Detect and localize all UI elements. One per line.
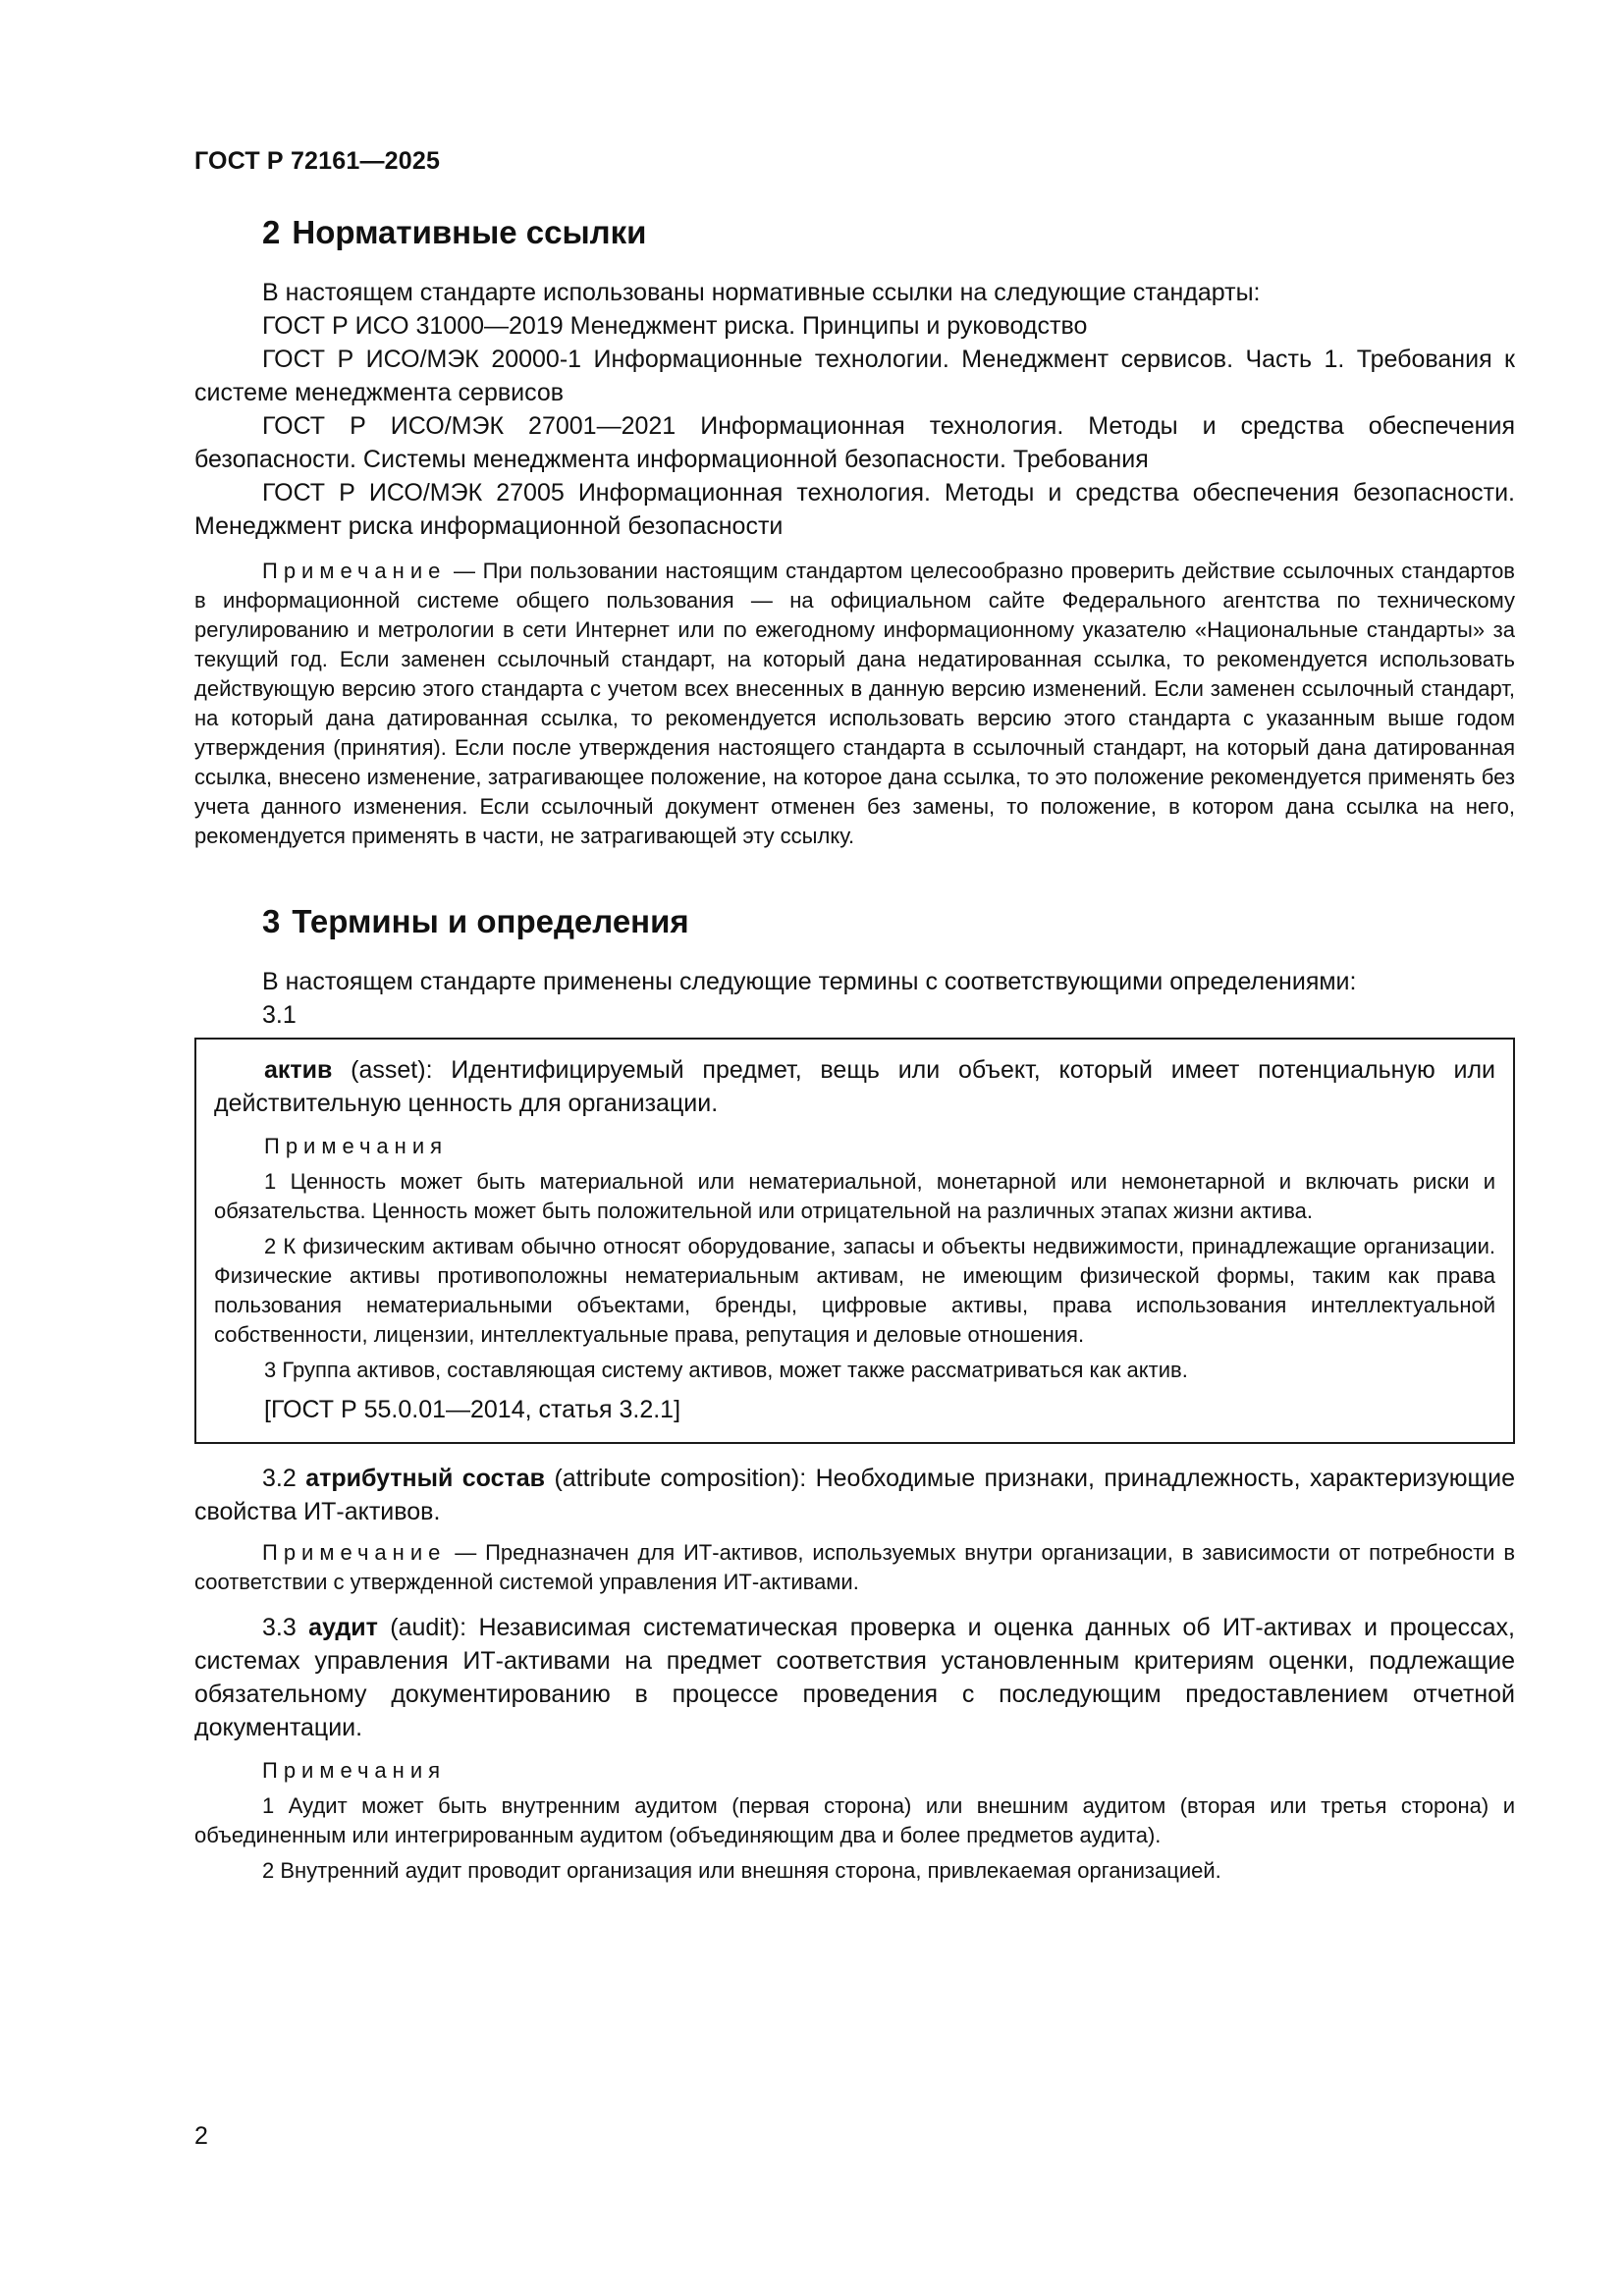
note-label: Примечание [262,1540,447,1565]
document-body [194,211,1515,1886]
document-code-header: ГОСТ Р 72161—2025 [194,147,441,175]
section-title: Нормативные ссылки [292,214,647,250]
term-3-2-note [194,1538,1515,1597]
section-title: Термины и определения [292,903,689,939]
term-number: 3.2 [262,1465,297,1492]
section-2-note [194,557,1515,851]
note-text: — При пользовании настоящим стандартом целесообразно проверить действие ссылочных стандартов в информационной системе общего пользования — на официальном сайте Федерального агентства по техническому регулированию и метрологии в сети Интернет или по ежегодному информационному указателю «Национальные стандарты» за текущий год. Если заменен ссылочный стандарт, на который дана недатированная ссылка, то рекомендуется использовать действующую версию этого стандарта с учетом всех внесенных в данную версию изменений. Если заменен ссылочный стандарт, на который дана датированная ссылка, то рекомендуется использовать версию этого стандарта с указанным выше годом утверждения (принятия). Если после утверждения настоящего стандарта в ссылочный стандарт, на который дана датированная ссылка, внесено изменение, затрагивающее положение, на которое дана ссылка, то это положение рекомендуется применять без учета данного изменения. Если ссылочный документ отменен без замены, то положение, в котором дана ссылка на него, рекомендуется применять в части, не затрагивающей эту ссылку. [194,559,1515,848]
term-definition [214,1053,1495,1120]
term-name: атрибутный состав [305,1465,546,1492]
term-note: 2 К физическим активам обычно относят оборудование, запасы и объекты недвижимости, принадлежащие организации. Физические активы противоположны нематериальным активам, не имеющим физической формы, таким как права пользования нематериальными объектами, бренды, цифровые активы, права использования интеллектуальной собственности, лицензии, интеллектуальные права, репутация и деловые отношения. [214,1234,1495,1347]
term-note: 3 Группа активов, составляющая систему активов, может также рассматриваться как актив. [264,1358,1188,1382]
term-number: 3.3 [262,1614,297,1641]
term-3-1-box [194,1038,1515,1444]
note-label: Примечание [262,559,447,583]
page-number: 2 [194,2122,208,2150]
section-2-intro: В настоящем стандарте использованы нормативные ссылки на следующие стандарты: [262,279,1261,306]
term-note: 1 Ценность может быть материальной или нематериальной, монетарной или немонетарной и включать риски и обязательства. Ценность может быть положительной или отрицательной на различных этапах жизни актива. [214,1169,1495,1223]
term-number: 3.1 [262,1001,297,1029]
term-note: 1 Аудит может быть внутренним аудитом (первая сторона) или внешним аудитом (вторая или третья сторона) и объединенным или интегрированным аудитом (объединяющим два и более предметов аудита). [194,1793,1515,1847]
section-3-heading [194,900,1515,943]
normative-reference: ГОСТ Р ИСО/МЭК 20000-1 Информационные технологии. Менеджмент сервисов. Часть 1. Требования к системе менеджмента сервисов [194,346,1515,406]
section-2-heading [194,211,1515,254]
notes-label: Примечания [264,1134,449,1158]
term-definition-text: (asset): Идентифицируемый предмет, вещь или объект, который имеет потенциальную или действительную ценность для организации. [214,1056,1495,1117]
term-name: актив [264,1056,333,1084]
term-citation: [ГОСТ Р 55.0.01—2014, статья 3.2.1] [264,1396,681,1423]
normative-reference: ГОСТ Р ИСО/МЭК 27001—2021 Информационная технология. Методы и средства обеспечения безопасности. Системы менеджмента информационной безопасности. Требования [194,412,1515,473]
notes-label: Примечания [262,1758,447,1783]
term-name: аудит [308,1614,378,1641]
term-3-3 [194,1611,1515,1744]
term-definition-text: (attribute composition): Необходимые признаки, принадлежность, характеризующие свойства ИТ-активов. [194,1465,1515,1525]
term-3-2 [194,1462,1515,1528]
term-note: 2 Внутренний аудит проводит организация или внешняя сторона, привлекаемая организацией. [262,1858,1221,1883]
normative-reference: ГОСТ Р ИСО 31000—2019 Менеджмент риска. Принципы и руководство [262,312,1088,340]
note-text: — Предназначен для ИТ-активов, используемых внутри организации, в зависимости от потребности в соответствии с утвержденной системой управления ИТ-активами. [194,1540,1515,1594]
term-definition-text: (audit): Независимая систематическая проверка и оценка данных об ИТ-активах и процессах, системах управления ИТ-активами на предмет соответствия установленным критериям оценки, подлежащие обязательному документированию в процессе проведения с последующим предоставлением отчетной документации. [194,1614,1515,1741]
section-number: 3 [262,903,281,939]
normative-reference: ГОСТ Р ИСО/МЭК 27005 Информационная технология. Методы и средства обеспечения безопасности. Менеджмент риска информационной безопасности [194,479,1515,540]
section-3-intro: В настоящем стандарте применены следующие термины с соответствующими определениями: [262,968,1357,995]
section-number: 2 [262,214,281,250]
